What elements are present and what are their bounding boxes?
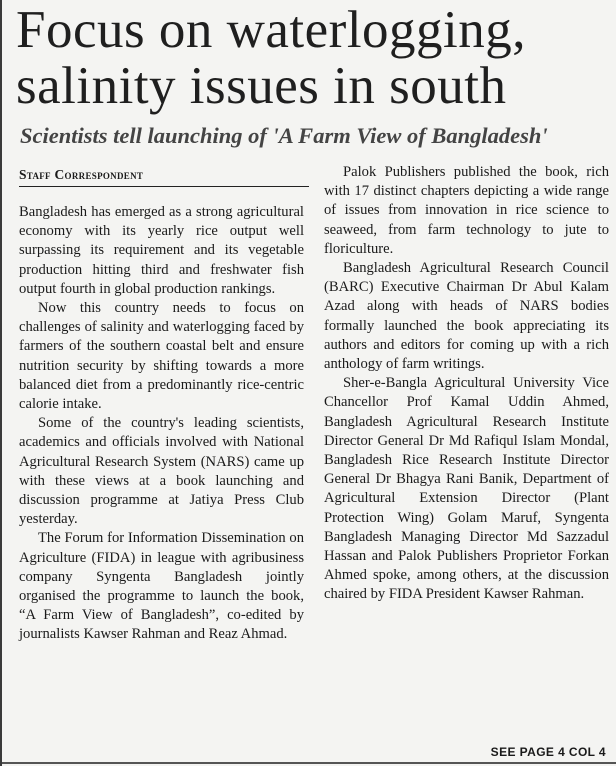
paragraph: Some of the country's leading scientists, academics and officials involved with National Agricultural Research System (NARS) came up with these views at a book launching and discussion programme at Jatiya Press Club yesterday.	[19, 415, 304, 528]
article-column-right	[324, 163, 609, 605]
subheadline: Scientists tell launching of 'A Farm View of Bangladesh'	[20, 123, 548, 148]
headline-line-1: Focus on waterlogging,	[16, 1, 527, 59]
paragraph: Bangladesh Agricultural Research Council (BARC) Executive Chairman Dr Abul Kalam Azad along with heads of NARS bodies formally launched the book appreciating its authors and editors for coming up with a rich anthology of farm writings.	[324, 260, 609, 373]
headline-line-2: salinity issues in south	[16, 57, 507, 115]
bottom-rule	[2, 762, 616, 764]
paragraph: Now this country needs to focus on challenges of salinity and waterlogging faced by farmers of the southern coastal belt and ensure nutrition security by shifting towards a more balanced diet from a predominantly rice-centric calorie intake.	[19, 300, 304, 413]
continued-jump-line: SEE PAGE 4 COL 4	[490, 745, 606, 759]
paragraph: Bangladesh has emerged as a strong agricultural economy with its yearly rice output well surpassing its requirement and its vegetable production hitting third and freshwater fish output fourth in global production rankings.	[19, 204, 304, 297]
article-column-left	[19, 203, 304, 645]
byline: Staff Correspondent	[19, 166, 309, 187]
paragraph: Sher-e-Bangla Agricultural University Vice Chancellor Prof Kamal Uddin Ahmed, Bangladesh Agricultural Research Institute Director General Dr Md Rafiqul Islam Mondal, Bangladesh Rice Research Institute Director General Dr Bhagya Rani Banik, Department of Agricultural Extension Director (Plant Protection Wing) Golam Maruf, Syngenta Bangladesh Managing Director Md Sazzadul Hassan and Palok Publishers Proprietor Forkan Ahmed spoke, among others, at the discussion chaired by FIDA President Kawser Rahman.	[324, 375, 609, 603]
paragraph: The Forum for Information Dissemination on Agriculture (FIDA) in league with agribusiness company Syngenta Bangladesh jointly organised the programme to launch the book, “A Farm View of Bangladesh”, co-edited by journalists Kawser Rahman and Reaz Ahmad.	[19, 530, 304, 643]
headline	[16, 2, 616, 114]
paragraph: Palok Publishers published the book, rich with 17 distinct chapters depicting a wide range of issues from innovation in rice science to seaweed, from farm technology to jute to floriculture.	[324, 164, 609, 257]
